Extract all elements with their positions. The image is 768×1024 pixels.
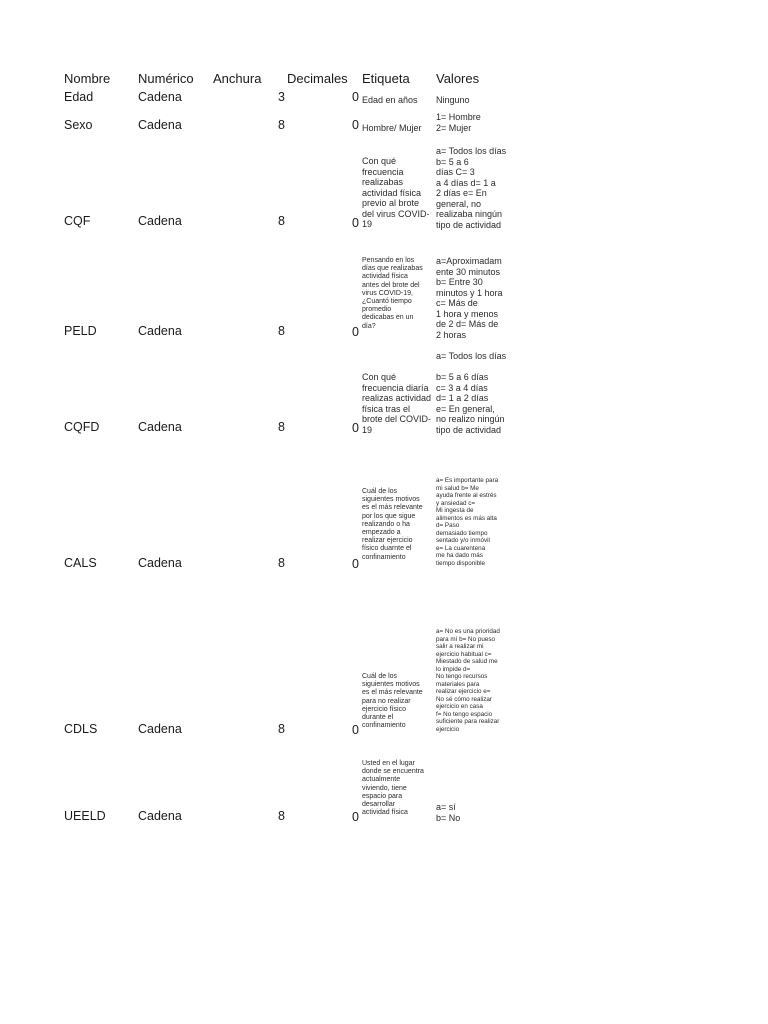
cell-nombre: PELD (64, 324, 97, 338)
header-valores: Valores (436, 71, 480, 86)
cell-valores: a= Todos los días b= 5 a 6 días c= 3 a 4 días d= 1 a 2 días e= En general, no realizo ningún tipo de actividad (436, 351, 507, 435)
cell-valores: a= Todos los días b= 5 a 6 días C= 3 a 4 días d= 1 a 2 días e= En general, no realizaba ningún tipo de actividad (436, 146, 507, 230)
cell-valores: 1= Hombre 2= Mujer (436, 112, 481, 133)
cell-anchura: 8 (278, 420, 285, 434)
cell-decimales: 0 (352, 118, 359, 132)
cell-decimales: 0 (352, 810, 359, 824)
cell-etiqueta: Usted en el lugar donde se encuentra actualmente viviendo, tiene espacio para desarrollar actividad física (362, 760, 424, 817)
cell-etiqueta: Cuál de los siguientes motivos es el más relevante por los que sigue realizando o ha empezado a realizar ejercicio físico duarnte el confinamiento (362, 488, 423, 561)
cell-nombre: CALS (64, 556, 97, 570)
cell-tipo: Cadena (138, 722, 182, 736)
cell-decimales: 0 (352, 90, 359, 104)
cell-tipo: Cadena (138, 324, 182, 338)
cell-anchura: 8 (278, 118, 285, 132)
cell-nombre: Sexo (64, 118, 93, 132)
cell-nombre: CQFD (64, 420, 100, 434)
cell-anchura: 8 (278, 809, 285, 823)
cell-decimales: 0 (352, 557, 359, 571)
header-nombre: Nombre (64, 71, 111, 86)
cell-anchura: 8 (278, 556, 285, 570)
cell-valores: a=Aproximadam ente 30 minutos b= Entre 30 minutos y 1 hora c= Más de 1 hora y menos de 2 d= Más de 2 horas (436, 256, 503, 340)
cell-nombre: UEELD (64, 809, 106, 823)
cell-anchura: 3 (278, 90, 285, 104)
cell-decimales: 0 (352, 421, 359, 435)
cell-etiqueta: Cuál de los siguientes motivos es el más relevante para no realizar ejercicio físico durante el confinamiento (362, 673, 423, 730)
cell-tipo: Cadena (138, 809, 182, 823)
cell-etiqueta: Con qué frecuencia diaría realizas actividad física tras el brote del COVID- 19 (362, 372, 432, 435)
cell-nombre: Edad (64, 90, 94, 104)
cell-tipo: Cadena (138, 556, 182, 570)
cell-etiqueta: Hombre/ Mujer (362, 123, 422, 133)
cell-nombre: CDLS (64, 722, 98, 736)
header-etiqueta: Etiqueta (362, 71, 410, 86)
cell-decimales: 0 (352, 216, 359, 230)
header-numerico: Numérico (138, 71, 194, 86)
header-decimales: Decimales (287, 71, 348, 86)
cell-valores: a= No es una prioridad para mí b= No pueso salir a realizar mi ejercicio habitual c= Miestado de salud me lo impide d= No tengo recursos materiales para realizar ejercicio e= No sé cómo realizar ejercicio en casa f= No tengo espacio suficiente para realizar ejercicio (436, 628, 500, 733)
cell-anchura: 8 (278, 722, 285, 736)
cell-valores: a= Es importante para mi salud b= Me ayuda frente al estrés y ansiedad c= Mi ingesta de alimentos es más alta d= Paso demasiado tiempo sentado y/o inmóvil e= La cuarentena me ha dado más tiempo disponible (436, 477, 499, 567)
cell-decimales: 0 (352, 325, 359, 339)
cell-tipo: Cadena (138, 90, 182, 104)
cell-etiqueta: Edad en años (362, 95, 418, 105)
cell-valores: a= sí b= No (436, 802, 461, 823)
cell-valores: Ninguno (436, 95, 470, 105)
header-anchura: Anchura (213, 71, 262, 86)
cell-tipo: Cadena (138, 420, 182, 434)
cell-anchura: 8 (278, 324, 285, 338)
cell-etiqueta: Con qué frecuencia realizabas actividad física previo al brote del virus COVID- 19 (362, 156, 430, 229)
cell-etiqueta: Pensando en los días que realizabas actividad física antes del brote del virus COVID-19, ¿Cuantó tiempo promedio dedicabas en un día? (362, 257, 423, 330)
cell-anchura: 8 (278, 214, 285, 228)
cell-decimales: 0 (352, 723, 359, 737)
cell-tipo: Cadena (138, 118, 182, 132)
cell-nombre: CQF (64, 214, 91, 228)
cell-tipo: Cadena (138, 214, 182, 228)
